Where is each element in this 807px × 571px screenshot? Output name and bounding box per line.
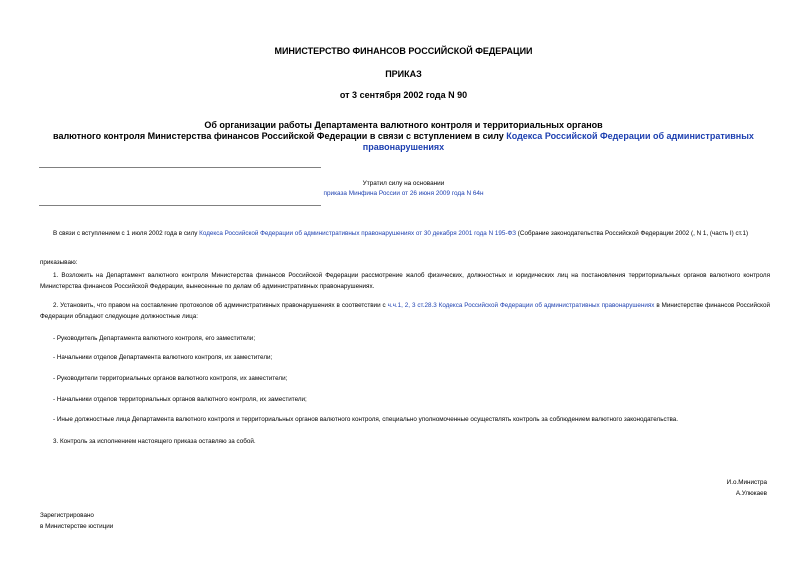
paragraph-2 [40, 300, 770, 322]
signature-block [727, 477, 767, 499]
paragraph-3: 3. Контроль за исполнением настоящего приказа оставляю за собой. [53, 438, 256, 445]
codex-articles-link[interactable]: ч.ч.1, 2, 3 ст.28.3 Кодекса Российской Федерации об административных правонарушениях [387, 302, 655, 309]
date-number-heading: от 3 сентября 2002 года N 90 [339, 90, 468, 100]
title-line-1: Об организации работы Департамента валютного контроля и территориальных органов [204, 120, 603, 130]
document-title [40, 120, 767, 153]
paragraph-2-text-after: в Министерстве финансов Российской Федерации обладают следующие должностные лица: [40, 302, 770, 320]
signature-position: И.о.Министра [726, 479, 767, 486]
preamble-text-after: (Собрание законодательства Российской Федерации 2002 (, N 1, (часть I) ст.1) [516, 230, 749, 237]
list-item: - Начальники отделов территориальных органов валютного контроля, их заместители; [53, 396, 307, 403]
registration-line-2: в Министерстве юстиции [40, 523, 114, 530]
paragraph-2-text-before: 2. Установить, что правом на составление протоколов об административных правонарушениях в соответствии с [53, 302, 388, 309]
registration-block [40, 510, 113, 532]
title-line-2 [40, 131, 767, 153]
paragraph-preamble [40, 228, 770, 239]
status-note-text: Утратил силу на основании [362, 180, 445, 187]
divider-top [39, 167, 321, 168]
list-item: - Руководители территориальных органов валютного контроля, их заместители; [53, 375, 288, 382]
codex-law-link[interactable]: Кодекса Российской Федерации об административных правонарушениях от 30 декабря 2001 года N 195-ФЗ [199, 230, 517, 237]
paragraph-1: 1. Возложить на Департамент валютного контроля Министерства финансов Российской Федерации рассмотрение жалоб физических, должностных и юридических лиц на постановления территориальных органов валютного контроля Министерства финансов Российской Федерации, вынесенные по делам об административных правонарушениях. [40, 272, 770, 290]
order-word: приказываю: [40, 259, 78, 266]
title-line-2-text: валютного контроля Министерства финансов Российской Федерации в связи с вступлением в силу [53, 131, 507, 141]
preamble-text-before: В связи с вступлением с 1 июля 2002 года в силу [53, 230, 200, 237]
list-item: - Иные должностные лица Департамента валютного контроля и территориальных органов валютного контроля, специально уполномоченные осуществлять контроль за соблюдением валютного законодательства. [53, 416, 679, 423]
ministry-heading: МИНИСТЕРСТВО ФИНАНСОВ РОССИЙСКОЙ ФЕДЕРАЦИИ [274, 46, 533, 56]
list-item: - Руководитель Департамента валютного контроля, его заместители; [53, 335, 256, 342]
doc-type-heading: ПРИКАЗ [385, 69, 422, 79]
status-note [40, 179, 767, 199]
list-item: - Начальники отделов Департамента валютного контроля, их заместители; [53, 354, 273, 361]
signature-name: А.Улюкаев [735, 490, 767, 497]
registration-line-1: Зарегистрировано [40, 512, 94, 519]
repeal-order-link[interactable]: приказа Минфина России от 26 июня 2009 года N 64н [323, 190, 484, 197]
codex-title-link[interactable]: Кодекса Российской Федерации об административных правонарушениях [362, 131, 754, 152]
divider-bottom [39, 205, 321, 206]
